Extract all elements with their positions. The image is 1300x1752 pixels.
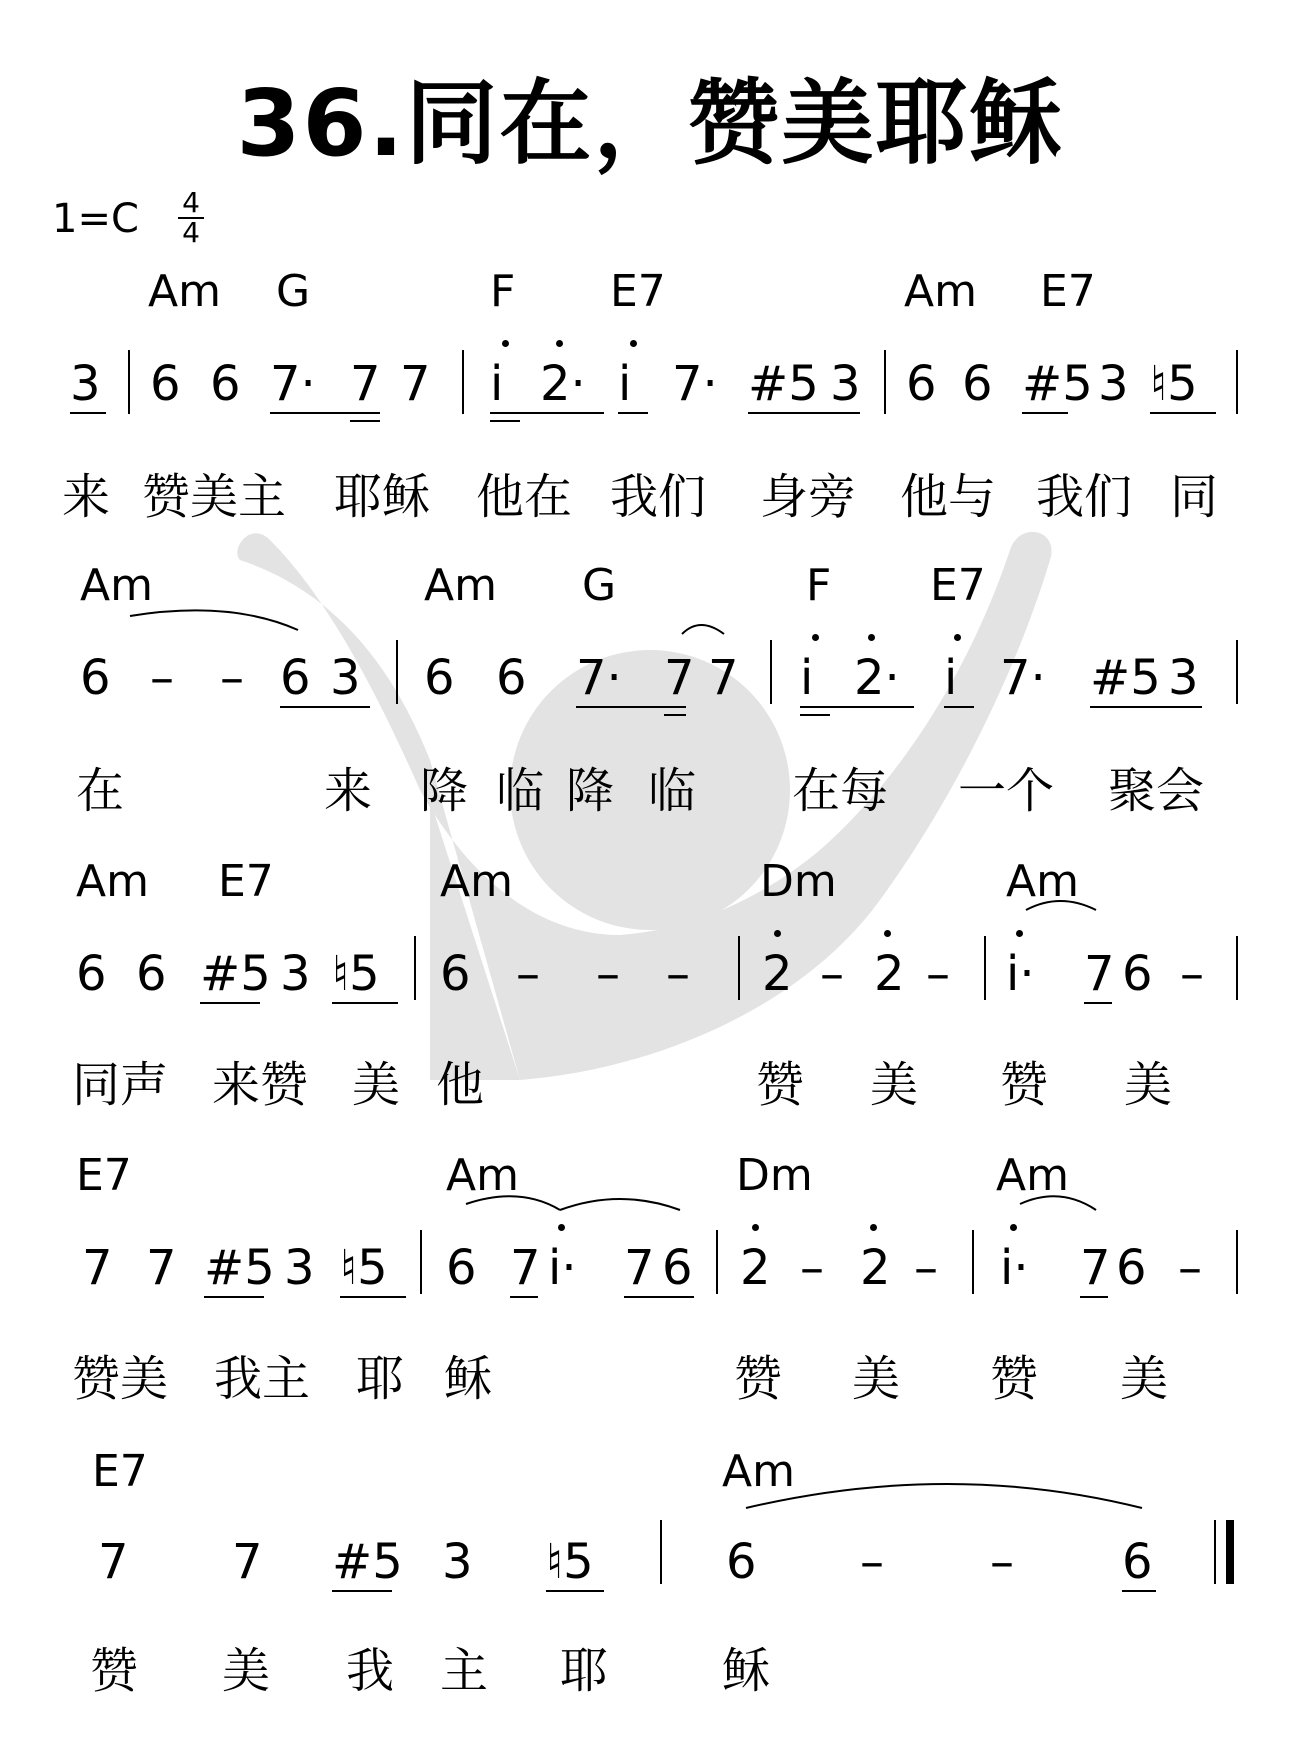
note: i· [1000,1240,1029,1296]
note: 6 [80,650,111,706]
chord: E7 [610,266,666,317]
chord: Dm [760,856,837,907]
barline [128,350,130,414]
chord: Am [904,266,977,317]
note: – [860,1534,884,1590]
lyric: 来 [62,469,111,525]
lyric: 赞 [90,1643,139,1699]
note: #5 [200,946,271,1002]
lyric: 美 [870,1057,919,1113]
note: 3 [330,650,361,706]
note: 2 [860,1240,891,1296]
note: i· [548,1240,577,1296]
note: 7 [98,1534,129,1590]
note: 3 [1168,650,1199,706]
lyric: 主 [440,1643,489,1699]
barline [414,936,416,1000]
barline [1236,1230,1238,1294]
note: i [618,356,632,412]
barline [716,1230,718,1294]
note: 7· [1000,650,1046,706]
note: – [666,946,690,1002]
note-natural-five: ♮5 [340,1240,388,1296]
barline [770,640,772,704]
note: 6 [424,650,455,706]
barline [1214,1520,1216,1584]
note: 7 [350,356,381,412]
lyric: 美 [352,1057,401,1113]
lyric: 一个 [958,763,1055,819]
note: – [914,1240,938,1296]
chord: Am [76,856,149,907]
lyric: 耶 [356,1351,405,1407]
note: 2· [540,356,586,412]
note: 6 [496,650,527,706]
note: 3 [442,1534,473,1590]
lyric: 在 [76,763,125,819]
note: 7· [270,356,316,412]
note: #5 [1022,356,1093,412]
note: – [800,1240,824,1296]
note: 6 [662,1240,693,1296]
note: 6 [440,946,471,1002]
chord: Am [80,560,153,611]
note: 7 [232,1534,263,1590]
chord: Am [424,560,497,611]
note: 3 [280,946,311,1002]
chord: E7 [76,1150,132,1201]
note-natural-five: ♮5 [1150,356,1198,412]
note: 6 [76,946,107,1002]
lyric: 赞 [734,1351,783,1407]
note: 3 [70,356,101,412]
note: 2 [740,1240,771,1296]
note: 3 [1098,356,1129,412]
final-barline [1226,1520,1234,1584]
lyric: 聚会 [1108,763,1205,819]
barline [396,640,398,704]
lyric: 赞 [990,1351,1039,1407]
lyric: 同声 [72,1057,169,1113]
note: – [220,650,244,706]
note: 7 [1084,946,1115,1002]
lyric: 临 [496,763,545,819]
lyric: 降 [420,763,469,819]
note: 6 [1122,1534,1153,1590]
lyric: 我主 [214,1351,311,1407]
chord: Am [722,1446,795,1497]
note: 6 [136,946,167,1002]
note: #5 [1090,650,1161,706]
note: 6 [726,1534,757,1590]
lyric: 赞美主 [142,469,287,525]
key-signature: 1=C [52,196,139,242]
note: 7 [624,1240,655,1296]
lyric: 他 [436,1057,485,1113]
lyric: 我们 [1036,469,1133,525]
lyric: 耶 [560,1643,609,1699]
note: – [820,946,844,1002]
note-natural-five: ♮5 [332,946,380,1002]
note: 7 [400,356,431,412]
note: 6 [1116,1240,1147,1296]
note: – [596,946,620,1002]
lyric: 赞 [1000,1057,1049,1113]
lyric: 来 [324,763,373,819]
chord: Am [1006,856,1079,907]
chord: F [806,560,832,611]
chord: E7 [1040,266,1096,317]
lyric: 稣 [444,1351,493,1407]
lyric: 临 [648,763,697,819]
lyric: 身旁 [760,469,857,525]
note: 2 [762,946,793,1002]
chord: Am [148,266,221,317]
note: i [490,356,504,412]
note: 7 [146,1240,177,1296]
lyric: 美 [222,1643,271,1699]
barline [462,350,464,414]
lyric: 赞 [756,1057,805,1113]
lyric: 他在 [476,469,573,525]
chord: F [490,266,516,317]
barline [420,1230,422,1294]
lyric: 美 [1120,1351,1169,1407]
lyric: 赞美 [72,1351,169,1407]
lyric: 他与 [900,469,997,525]
note: #5 [748,356,819,412]
note: 6 [280,650,311,706]
note: 6 [906,356,937,412]
chord: Dm [736,1150,813,1201]
chord: Am [446,1150,519,1201]
note: i [944,650,958,706]
page-title: 36.同在，赞美耶稣 [236,70,1064,177]
barline [884,350,886,414]
note: – [990,1534,1014,1590]
chord: G [276,266,311,317]
note: 6 [210,356,241,412]
note: – [1180,946,1204,1002]
barline [1236,936,1238,1000]
note: i· [1006,946,1035,1002]
note: 6 [962,356,993,412]
time-top: 4 [182,186,200,219]
note: 7· [672,356,718,412]
time-signature [178,186,204,249]
chord: E7 [930,560,986,611]
note: 7 [82,1240,113,1296]
note: 6 [150,356,181,412]
barline [738,936,740,1000]
note: 7 [664,650,695,706]
note: 2· [854,650,900,706]
lyric: 美 [1124,1057,1173,1113]
chord: E7 [92,1446,148,1497]
lyric: 降 [566,763,615,819]
barline [660,1520,662,1584]
chord: G [582,560,617,611]
note-natural-five: ♮5 [546,1534,594,1590]
note: #5 [332,1534,403,1590]
time-bottom: 4 [182,216,200,249]
lyric: 稣 [722,1643,771,1699]
note: 2 [874,946,905,1002]
barline [1236,350,1238,414]
chord: Am [996,1150,1069,1201]
note: i [800,650,814,706]
note: 7 [510,1240,541,1296]
note: 7· [576,650,622,706]
note: 7 [708,650,739,706]
lyric: 在每 [792,763,889,819]
chord: Am [440,856,513,907]
note: #5 [204,1240,275,1296]
lyric: 美 [852,1351,901,1407]
barline [972,1230,974,1294]
note: 6 [446,1240,477,1296]
note: 3 [284,1240,315,1296]
note: 7 [1080,1240,1111,1296]
lyric: 同 [1170,469,1219,525]
lyric: 我们 [610,469,707,525]
note: – [1178,1240,1202,1296]
chord: E7 [218,856,274,907]
lyric: 我 [346,1643,395,1699]
lyric: 来赞 [212,1057,309,1113]
note: 6 [1122,946,1153,1002]
lyric: 耶稣 [334,469,431,525]
note: – [926,946,950,1002]
note: – [516,946,540,1002]
note: 3 [830,356,861,412]
barline [984,936,986,1000]
note: – [150,650,174,706]
barline [1236,640,1238,704]
